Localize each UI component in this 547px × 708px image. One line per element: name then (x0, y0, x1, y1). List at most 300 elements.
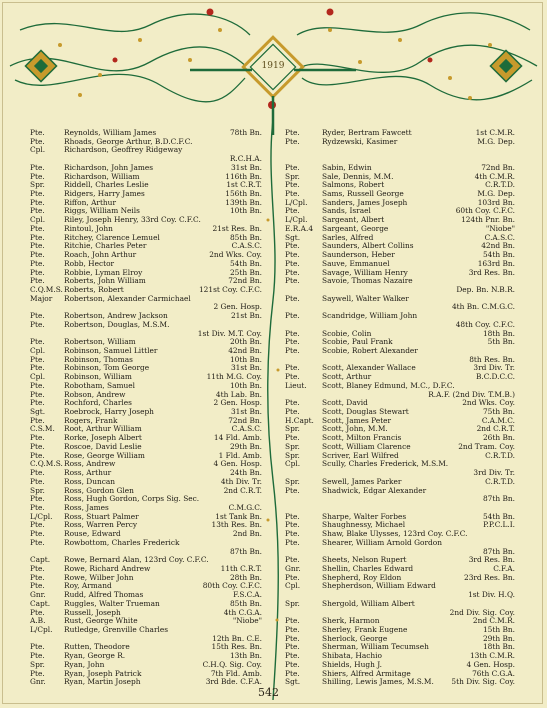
entry-name: Shergold, William Albert (322, 598, 415, 608)
entry-unit: 10th Bn. (229, 380, 262, 390)
entry-unit: 4 Gen. Hosp. (213, 459, 262, 469)
entry-unit: 11th C.R.T. (220, 564, 262, 573)
entry-name: Ross, Gordon Glen (64, 485, 134, 495)
page-number: 542 (258, 686, 279, 699)
entry-unit: 12th Bn. C.E. (212, 633, 262, 643)
entry-rank: Spr. (30, 485, 45, 495)
entry-unit: 48th Coy. C.F.C. (455, 319, 515, 329)
entry-unit: 10th Bn. (229, 206, 262, 216)
entry-rank: Cpl. (285, 581, 301, 591)
entry-unit: 42nd Bn. (228, 346, 262, 355)
entry-unit: 3rd Bde. C.F.A. (205, 677, 262, 687)
entry-rank: Pte. (285, 346, 300, 355)
entry-unit: 10th Bn. (229, 354, 262, 364)
entry-name: Shearer, William Arnold Gordon (322, 537, 442, 547)
entry-name: Roberts, John William (64, 276, 146, 286)
entry-rank: Pte. (285, 258, 300, 268)
entry-unit: 31st Bn. (230, 407, 262, 417)
entry-rank: Spr. (285, 424, 300, 434)
entry-rank: Pte. (30, 581, 45, 591)
entry-name: Ryan, John (64, 659, 105, 669)
entry-rank: Pte. (285, 276, 300, 286)
entry-name: Scott, Arthur (322, 372, 372, 382)
entry-name: Scott, William Clarence (322, 441, 411, 451)
entry-rank: Spr. (285, 476, 300, 486)
entry-unit: C.A.S.C. (484, 232, 515, 242)
entry-rank: Pte. (30, 267, 45, 277)
entry-name: Scott, Blaney Edmund, M.C., D.F.C. (322, 380, 455, 390)
entry-unit: 18th Bn. (482, 328, 515, 338)
entry-name: Rutledge, Grenville Charles (64, 625, 169, 635)
entry-name: Scully, Charles Frederick, M.S.M. (322, 459, 449, 469)
entry-unit: C.H.Q. Sig. Coy. (202, 659, 262, 669)
entry-unit: 2nd Wks. Coy. (462, 398, 515, 408)
entry-unit: C.A.S.C. (231, 424, 262, 434)
entry-name: Rowe, Wilber John (64, 572, 134, 582)
entry-rank: Pte. (285, 485, 300, 495)
entry-unit: M.G. Dep. (477, 136, 515, 146)
entry-unit: 13th Bn. (229, 651, 262, 661)
entry-unit: 2nd C.R.T. (476, 424, 515, 434)
entry-name: Scriver, Earl Wilfred (322, 450, 399, 460)
left-corner-medallion (25, 50, 56, 81)
entry-unit: 15th Res. Bn. (211, 642, 262, 652)
entry-rank: Capt. (30, 555, 51, 565)
entry-name: Ritchey, Clarence Lemuel (64, 232, 160, 242)
entry-name: Rochford, Charles (64, 398, 132, 408)
entry-name: Robb, Hector (64, 258, 115, 268)
entry-name: Ryan, Martin Joseph (64, 677, 141, 687)
entry-rank: Pte. (30, 572, 45, 582)
entry-name: Scobie, Paul Frank (322, 337, 393, 347)
entry-rank: L/Cpl. (285, 197, 308, 207)
entry-rank: Pte. (285, 162, 300, 172)
entry-rank: Pte. (285, 407, 300, 417)
entry-rank: Pte. (30, 250, 45, 260)
entry-unit: 2nd Wks. Coy. (209, 250, 262, 260)
entry-name: Riggs, William Neils (64, 206, 140, 216)
entry-unit: 23rd Res. Bn. (464, 572, 515, 582)
entry-name: Scobie, Colin (322, 328, 372, 338)
entry-rank: Pte. (285, 616, 300, 626)
entry-name: Robotham, Samuel (64, 380, 136, 390)
entry-name: Rogers, Frank (64, 415, 118, 425)
entry-name: Sherlock, George (322, 633, 388, 643)
entry-rank: H.Capt. (285, 415, 314, 425)
entry-rank: Pte. (285, 372, 300, 382)
entry-rank: Pte. (30, 128, 45, 137)
entry-unit: 87th Bn. (229, 546, 262, 556)
entry-name: Shaw, Blake Ulysses, 123rd Coy. C.F.C. (322, 529, 468, 539)
entry-unit: 3rd Res. Bn. (468, 555, 515, 565)
entry-rank: Pte. (30, 520, 45, 530)
entry-unit: 29th Bn. (229, 441, 262, 451)
entry-name: Shellin, Charles Edward (322, 564, 414, 573)
entry-name: Robinson, Samuel Littler (64, 346, 158, 355)
entry-rank: L/Cpl. (30, 511, 53, 521)
entry-unit: 2 Gen. Hosp. (213, 398, 262, 408)
entry-name: Ritchie, Charles Peter (64, 241, 147, 251)
entry-unit: 21st Res. Bn. (212, 223, 262, 233)
entry-unit: 14 Fld. Amb. (213, 433, 262, 443)
entry-rank: Cpl. (285, 459, 301, 469)
entry-rank: Pte. (285, 128, 300, 137)
entry-unit: 87th Bn. (482, 546, 515, 556)
entry-name: Ross, Duncan (64, 476, 116, 486)
entry-rank: Pte. (285, 363, 300, 373)
entry-name: Sherley, Frank Eugene (322, 625, 408, 635)
entry-rank: Sgt. (285, 232, 301, 242)
entry-name: Sanders, James Joseph (322, 197, 408, 207)
entry-rank: Pte. (285, 180, 300, 190)
entry-rank: E.R.A.4 (285, 223, 314, 233)
entry-name: Robson, Andrew (64, 389, 126, 399)
entry-rank: Pte. (30, 468, 45, 478)
entry-unit: 3rd Res. Bn. (468, 267, 515, 277)
entry-rank: C.Q.M.S. (30, 284, 63, 294)
entry-rank: Cpl. (30, 145, 46, 155)
entry-rank: Sgt. (30, 407, 46, 417)
entry-name: Scott, Milton Francis (322, 433, 402, 443)
entry-unit: 2nd Bn. (232, 529, 262, 539)
entry-name: Robertson, Andrew Jackson (64, 311, 168, 321)
entry-unit: 76th C.G.A. (472, 668, 515, 678)
entry-rank: Pte. (285, 311, 300, 321)
entry-unit: 2nd C.M.R. (472, 616, 515, 626)
entry-name: Savoie, Thomas Nazaire (322, 276, 413, 286)
entry-unit: 3rd Div. Tr. (473, 363, 515, 373)
entry-unit: 24th Bn. (229, 468, 262, 478)
entry-unit: 18th Bn. (482, 642, 515, 652)
entry-unit: C.A.M.C. (481, 415, 515, 425)
entry-name: Ross, Stuart Palmer (64, 511, 139, 521)
entry-rank: Pte. (285, 520, 300, 530)
entry-name: Ross, Warren Percy (64, 520, 138, 530)
entry-name: Sewell, James Parker (322, 476, 402, 486)
entry-unit: 72nd Bn. (228, 276, 262, 286)
entry-unit: 4th Bn. C.M.G.C. (451, 302, 515, 312)
entry-name: Robinson, William (64, 372, 132, 382)
entry-rank: Pte. (30, 494, 45, 504)
entry-rank: Pte. (285, 633, 300, 643)
entry-rank: Pte. (30, 319, 45, 329)
entry-rank: Pte. (285, 433, 300, 443)
entry-rank: Pte. (285, 337, 300, 347)
entry-name: Sabin, Edwin (322, 162, 372, 172)
entry-unit: 31st Bn. (230, 363, 262, 373)
entry-rank: Spr. (30, 180, 45, 190)
entry-rank: Pte. (30, 607, 45, 617)
entry-rank: Pte. (285, 668, 300, 678)
entry-name: Rose, George William (64, 450, 145, 460)
entry-name: Sheets, Nelson Rupert (322, 555, 407, 565)
entry-name: Saunderson, Heber (322, 250, 395, 260)
entry-name: Scobie, Robert Alexander (322, 346, 418, 355)
entry-name: Sauve, Emmanuel (322, 258, 390, 268)
entry-rank: Pte. (30, 276, 45, 286)
entry-unit: 15th Bn. (482, 625, 515, 635)
entry-rank: Spr. (285, 171, 300, 181)
entry-rank: Spr. (30, 659, 45, 669)
entry-rank: Pte. (285, 328, 300, 338)
entry-name: Roebrock, Harry Joseph (64, 407, 154, 417)
entry-rank: Pte. (285, 189, 300, 199)
entry-unit: F.S.C.A. (233, 590, 262, 600)
entry-name: Rowe, Bernard Alan, 123rd Coy. C.F.C. (64, 555, 209, 565)
right-corner-medallion (490, 50, 521, 81)
entry-name: Sargeant, Albert (322, 215, 385, 225)
entry-rank: Pte. (30, 232, 45, 242)
entry-name: Sarles, Alfred (322, 232, 374, 242)
entry-rank: Pte. (285, 537, 300, 547)
entry-unit: M.G. Dep. (477, 189, 515, 199)
entry-rank: Spr. (285, 598, 300, 608)
entry-name: Sands, Israel (322, 206, 371, 216)
entry-name: Ryder, Bertram Fawcett (322, 128, 412, 137)
entry-rank: Sgt. (285, 677, 301, 687)
entry-rank: Pte. (30, 223, 45, 233)
roll-entry (30, 677, 262, 687)
entry-name: Ridgers, Harry James (64, 189, 145, 199)
entry-rank: L/Cpl. (30, 625, 53, 635)
entry-rank: A.B. (30, 616, 46, 626)
entry-rank: Gnr. (30, 677, 46, 687)
entry-unit: C.R.T.D. (485, 180, 515, 190)
entry-rank: Pte. (30, 162, 45, 172)
entry-rank: Pte. (285, 206, 300, 216)
entry-unit: 72nd Bn. (481, 162, 515, 172)
entry-name: Ruggles, Walter Trueman (64, 598, 160, 608)
entry-unit: 156th Bn. (225, 189, 262, 199)
entry-unit: 80th Coy. C.F.C. (202, 581, 262, 591)
entry-rank: Gnr. (30, 590, 46, 600)
entry-rank: Pte. (285, 267, 300, 277)
entry-unit: 124th Pnr. Bn. (461, 215, 515, 225)
entry-name: Rouse, Edward (64, 529, 121, 539)
entry-name: Richardson, Geoffrey Ridgeway (64, 145, 183, 155)
entry-rank: Spr. (285, 441, 300, 451)
entry-name: Riffon, Arthur (64, 197, 116, 207)
entry-rank: Pte. (30, 433, 45, 443)
entry-rank: Pte. (285, 659, 300, 669)
entry-unit: 3rd Div. Tr. (473, 468, 515, 478)
entry-rank: Pte. (30, 564, 45, 573)
entry-name: Robertson, Alexander Carmichael (64, 293, 191, 303)
roll-entry (285, 677, 515, 687)
entry-unit: 4th Div. Tr. (220, 476, 262, 486)
entry-unit: 2 Gen. Hosp. (213, 302, 262, 312)
entry-name: Ross, James (64, 502, 109, 512)
entry-name: Roscoe, David Leslie (64, 441, 142, 451)
entry-rank: Pte. (285, 625, 300, 635)
entry-name: Shiers, Alfred Armitage (322, 668, 411, 678)
entry-rank: Pte. (285, 572, 300, 582)
entry-name: Richardson, William (64, 171, 140, 181)
entry-name: Scott, John, M.M. (322, 424, 388, 434)
entry-unit: 139th Bn. (225, 197, 262, 207)
entry-unit: 5th Div. Sig. Coy. (451, 677, 515, 687)
entry-unit: 11th M.G. Coy. (206, 372, 262, 382)
entry-name: Scott, James Peter (322, 415, 392, 425)
entry-unit: 25th Bn. (229, 267, 262, 277)
entry-name: Robinson, Thomas (64, 354, 133, 364)
entry-unit: 31st Bn. (230, 162, 262, 172)
entry-unit: "Niobe" (485, 223, 515, 233)
entry-rank: Pte. (30, 197, 45, 207)
entry-rank: Pte. (285, 398, 300, 408)
entry-rank: Pte. (285, 136, 300, 146)
entry-rank: Pte. (30, 441, 45, 451)
entry-unit: 54th Bn. (482, 250, 515, 260)
entry-name: Scott, Alexander Wallace (322, 363, 416, 373)
entry-name: Savage, William Henry (322, 267, 408, 277)
entry-unit: 1st Tank Bn. (215, 511, 262, 521)
entry-rank: Pte. (30, 337, 45, 347)
entry-name: Sargeant, George (322, 223, 389, 233)
central-vine-ornament (262, 120, 284, 700)
entry-rank: Pte. (30, 476, 45, 486)
entry-unit: 1 Fld. Amb. (218, 450, 262, 460)
entry-unit: 2nd Tram. Coy. (458, 441, 515, 451)
entry-rank: C.S.M. (30, 424, 55, 434)
entry-name: Robinson, Tom George (64, 363, 150, 373)
entry-name: Shadwick, Edgar Alexander (322, 485, 427, 495)
entry-name: Shilling, Lewis James, M.S.M. (322, 677, 434, 687)
entry-unit: 163rd Bn. (477, 258, 515, 268)
entry-name: Sharpe, Walter Forbes (322, 511, 407, 521)
entry-name: Rhoads, George Arthur, B.D.C.F.C. (64, 136, 193, 146)
entry-name: Shibata, Hachio (322, 651, 382, 661)
entry-rank: Spr. (285, 450, 300, 460)
entry-rank: Pte. (285, 511, 300, 521)
entry-rank: Pte. (30, 642, 45, 652)
entry-unit: C.R.T.D. (485, 450, 515, 460)
entry-unit: C.R.T.D. (485, 476, 515, 486)
entry-name: Robbie, Lyman Elroy (64, 267, 143, 277)
entry-rank: Pte. (30, 363, 45, 373)
entry-unit: 85th Bn. (229, 598, 262, 608)
entry-name: Roy, Armand (64, 581, 112, 591)
entry-rank: Pte. (285, 651, 300, 661)
entry-name: Shepherdson, William Edward (322, 581, 436, 591)
entry-unit: 5th Bn. (487, 337, 515, 347)
entry-rank: Lieut. (285, 380, 307, 390)
entry-rank: Cpl. (30, 372, 46, 382)
year-label: 1919 (261, 61, 285, 71)
entry-unit: 1st Div. H.Q. (468, 590, 515, 600)
entry-unit: R.C.H.A. (229, 154, 262, 164)
entry-rank: Pte. (30, 537, 45, 547)
entry-name: Riddell, Charles Leslie (64, 180, 149, 190)
entry-unit: 116th Bn. (225, 171, 262, 181)
entry-name: Rutten, Theodore (64, 642, 130, 652)
entry-name: Shaughnessy, Michael (322, 520, 406, 530)
entry-rank: Pte. (30, 529, 45, 539)
entry-unit: 4 Gen. Hosp. (466, 659, 515, 669)
entry-unit: 4th C.M.R. (474, 171, 515, 181)
entry-name: Shepherd, Roy Eldon (322, 572, 402, 582)
entry-rank: Pte. (285, 642, 300, 652)
entry-rank: Pte. (30, 171, 45, 181)
entry-name: Rorke, Joseph Albert (64, 433, 142, 443)
entry-name: Robertson, Douglas, M.S.M. (64, 319, 170, 329)
entry-unit: 2nd Div. Sig. Coy. (449, 607, 515, 617)
entry-name: Saywell, Walter Walker (322, 293, 409, 303)
entry-unit: 54th Bn. (229, 258, 262, 268)
entry-rank: Pte. (30, 651, 45, 661)
entry-unit: 8th Res. Bn. (469, 354, 515, 364)
entry-name: Sale, Dennis, M.M. (322, 171, 394, 181)
entry-unit: 121st Coy. C.F.C. (198, 284, 262, 294)
entry-name: Russell, Joseph (64, 607, 121, 617)
entry-name: Rydzewski, Kasimer (322, 136, 398, 146)
entry-unit: P.P.C.L.I. (483, 520, 515, 530)
entry-name: Sherman, William Tecumseh (322, 642, 429, 652)
entry-rank: Pte. (30, 189, 45, 199)
entry-rank: Pte. (30, 415, 45, 425)
entry-name: Roberts, Robert (64, 284, 124, 294)
entry-name: Rowbottom, Charles Frederick (64, 537, 180, 547)
entry-name: Salmons, Robert (322, 180, 385, 190)
entry-unit: 20th Bn. (229, 337, 262, 347)
entry-rank: Pte. (285, 529, 300, 539)
entry-name: Rintoul, John (64, 223, 113, 233)
entry-unit: 75th Bn. (482, 407, 515, 417)
entry-name: Riley, Joseph Henry, 33rd Coy. C.F.C. (64, 215, 201, 225)
entry-rank: Cpl. (30, 215, 46, 225)
entry-name: Richardson, John James (64, 162, 154, 172)
entry-unit: 72nd Bn. (228, 415, 262, 425)
entry-name: Saunders, Albert Collins (322, 241, 414, 251)
entry-unit: C.A.S.C. (231, 241, 262, 251)
entry-name: Reynolds, William James (64, 128, 157, 137)
entry-rank: Pte. (30, 450, 45, 460)
entry-unit: 4th Lab. Bn. (215, 389, 262, 399)
entry-unit: 4th C.G.A. (223, 607, 262, 617)
entry-rank: Pte. (30, 354, 45, 364)
entry-name: Robertson, William (64, 337, 136, 347)
entry-rank: Pte. (30, 389, 45, 399)
entry-unit: 26th Bn. (482, 433, 515, 443)
entry-unit: 1st Div. M.T. Coy. (197, 328, 262, 338)
entry-rank: Pte. (30, 668, 45, 678)
entry-name: Ryan, George R. (64, 651, 126, 661)
entry-rank: Pte. (30, 206, 45, 216)
entry-name: Scott, Douglas Stewart (322, 407, 409, 417)
entry-unit: 78th Bn. (229, 128, 262, 137)
entry-unit: 87th Bn. (482, 494, 515, 504)
entry-rank: L/Cpl. (285, 215, 308, 225)
entry-unit: 54th Bn. (482, 511, 515, 521)
entry-rank: Pte. (30, 258, 45, 268)
entry-rank: Major (30, 293, 53, 303)
entry-rank: Pte. (285, 250, 300, 260)
entry-unit: 13th C.M.R. (469, 651, 515, 661)
entry-unit: C.M.G.C. (228, 502, 262, 512)
entry-unit: B.C.D.C.C. (475, 372, 515, 382)
entry-name: Scandridge, William John (322, 311, 418, 321)
entry-name: Rowe, Richard Andrew (64, 564, 151, 573)
entry-rank: Pte. (30, 136, 45, 146)
entry-name: Shields, Hugh J. (322, 659, 382, 669)
entry-unit: R.A.F. (2nd Div. T.M.B.) (428, 389, 515, 399)
entry-rank: Capt. (30, 598, 51, 608)
entry-rank: Gnr. (285, 564, 301, 573)
entry-unit: 2nd C.R.T. (223, 485, 262, 495)
entry-rank: Pte. (30, 380, 45, 390)
entry-name: Sams, Russell George (322, 189, 404, 199)
entry-rank: Pte. (30, 398, 45, 408)
